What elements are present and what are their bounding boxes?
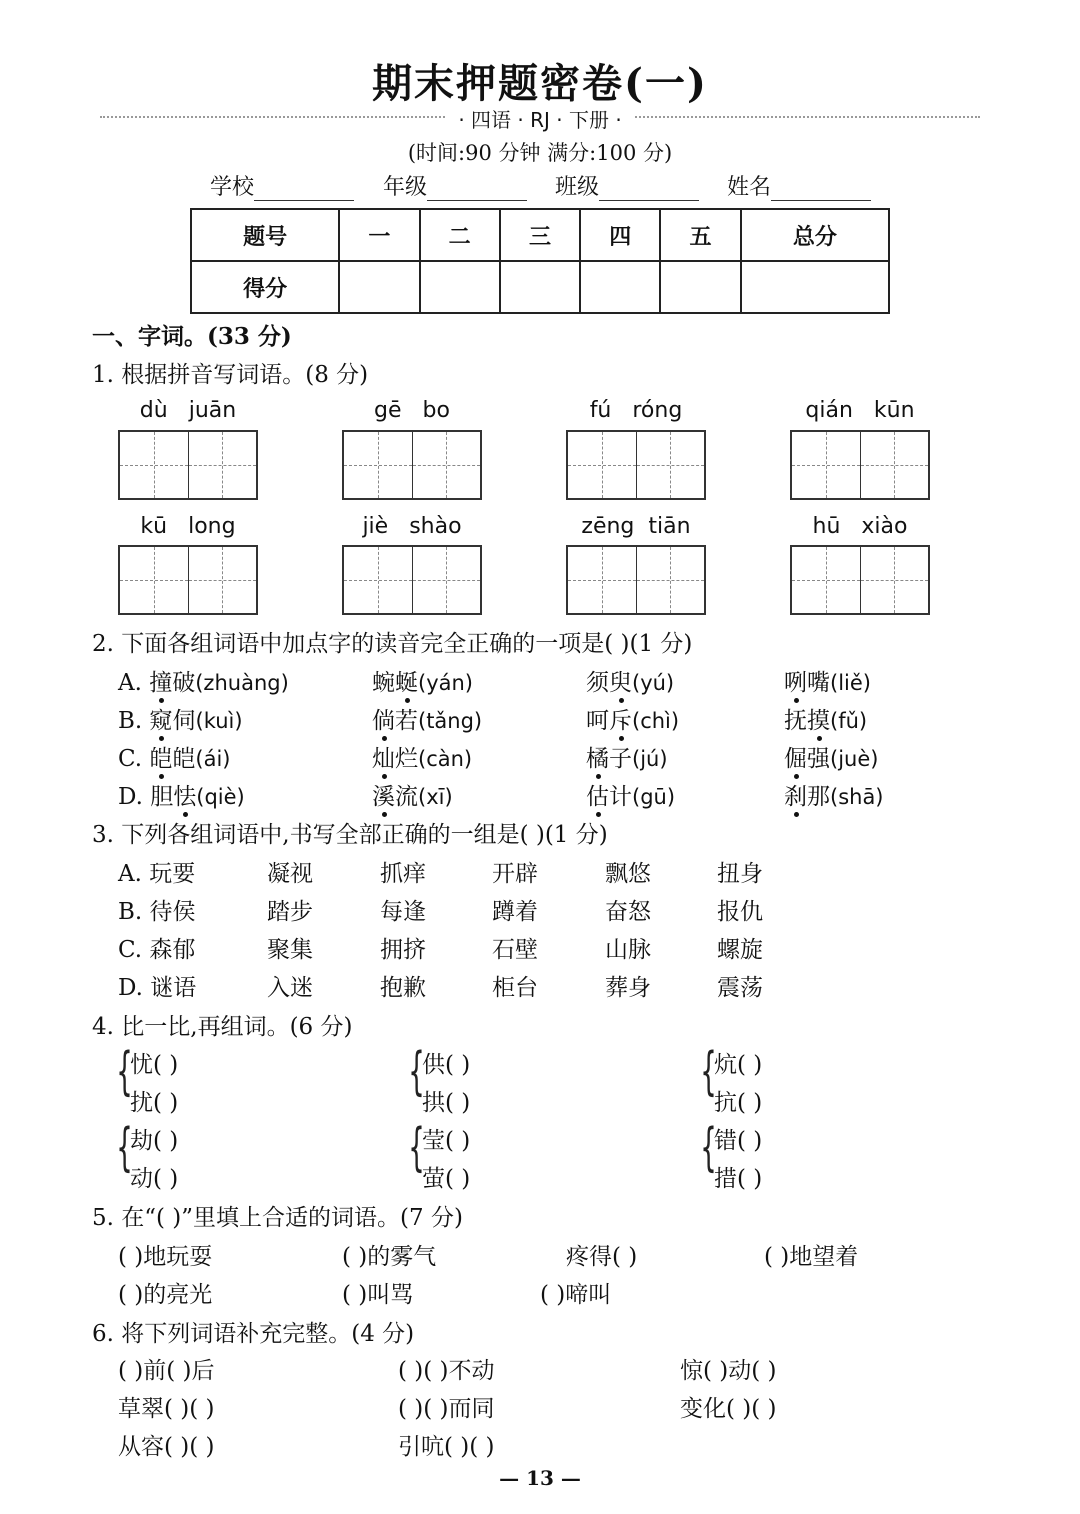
fill-blank[interactable]: ( )的亮光 (118, 1282, 213, 1308)
idiom-blank[interactable]: ( )( )不动 (398, 1358, 495, 1384)
option-a-3: 须臾(yú) (586, 670, 675, 696)
idiom-blank[interactable]: 草翠( )( ) (118, 1396, 215, 1422)
fill-blank[interactable]: ( )的雾气 (342, 1244, 437, 1270)
brace-icon: { (408, 1118, 425, 1178)
score-cell[interactable] (580, 261, 660, 313)
q3-word: 山脉 (605, 937, 651, 963)
info-name-line[interactable] (771, 174, 871, 201)
option-d-1[interactable]: D. 胆怯(qiè) (118, 784, 245, 810)
score-header-cell: 三 (500, 209, 580, 261)
idiom-blank[interactable]: 从容( )( ) (118, 1434, 215, 1460)
writing-grid[interactable] (790, 545, 930, 615)
q3-word: 聚集 (267, 937, 313, 963)
info-name-label: 姓名 (727, 175, 772, 200)
question-3: 3. 下列各组词语中,书写全部正确的一组是( )(1 分) (92, 822, 608, 848)
compare-word[interactable]: 忧( ) (130, 1052, 179, 1078)
q3-option-d[interactable]: D. 谜语 (118, 975, 197, 1001)
compare-word[interactable]: 动( ) (130, 1166, 179, 1192)
writing-grid[interactable] (566, 430, 706, 500)
q3-option-b[interactable]: B. 待侯 (118, 899, 196, 925)
idiom-blank[interactable]: 变化( )( ) (680, 1396, 777, 1422)
fill-blank[interactable]: 疼得( ) (566, 1244, 638, 1270)
pinyin-label: dù juān (139, 398, 237, 423)
question-2: 2. 下面各组词语中加点字的读音完全正确的一项是( )(1 分) (92, 631, 693, 657)
compare-word[interactable]: 供( ) (422, 1052, 471, 1078)
option-c-2: 灿烂(càn) (372, 746, 473, 772)
score-header-cell: 五 (660, 209, 740, 261)
writing-grid[interactable] (342, 545, 482, 615)
info-school-label: 学校 (210, 175, 255, 200)
score-cell[interactable] (420, 261, 500, 313)
brace-icon: { (700, 1118, 717, 1178)
option-c-1[interactable]: C. 皑皑(ái) (118, 746, 231, 772)
info-class-label: 班级 (555, 175, 600, 200)
score-header-cell: 题号 (191, 209, 339, 261)
option-d-4: 刹那(shā) (784, 784, 884, 810)
info-grade-label: 年级 (383, 175, 428, 200)
idiom-blank[interactable]: 引吭( )( ) (398, 1434, 495, 1460)
compare-word[interactable]: 劫( ) (130, 1128, 179, 1154)
score-cell[interactable] (660, 261, 740, 313)
q3-word: 奋怒 (605, 899, 651, 925)
option-a-1[interactable]: A. 撞破(zhuàng) (118, 670, 289, 696)
brace-icon: { (408, 1042, 425, 1102)
q3-word: 每逢 (380, 899, 426, 925)
q3-word: 震荡 (717, 975, 763, 1001)
brace-icon: { (116, 1118, 133, 1178)
q3-word: 拥挤 (380, 937, 426, 963)
option-d-2: 溪流(xī) (372, 784, 453, 810)
question-1: 1. 根据拼音写词语。(8 分) (92, 362, 369, 388)
q3-option-a[interactable]: A. 玩要 (118, 861, 196, 887)
option-c-4: 倔强(juè) (784, 746, 879, 772)
pinyin-label: kū long (140, 514, 236, 539)
pinyin-label: hū xiào (812, 514, 908, 539)
info-class (555, 170, 699, 201)
writing-grid[interactable] (118, 430, 258, 500)
pinyin-label: jiè shào (362, 514, 462, 539)
q3-word: 螺旋 (717, 937, 763, 963)
q3-word: 扭身 (717, 861, 763, 887)
compare-word[interactable]: 扰( ) (130, 1090, 179, 1116)
pinyin-label: fú róng (589, 398, 683, 423)
score-header-cell: 四 (580, 209, 660, 261)
q3-word: 石壁 (492, 937, 538, 963)
q3-word: 开辟 (492, 861, 538, 887)
q3-word: 飘悠 (605, 861, 651, 887)
idiom-blank[interactable]: 惊( )动( ) (680, 1358, 777, 1384)
subtitle-text: · 四语 · RJ · 下册 · (446, 108, 633, 132)
page-title: 期末押题密卷(一) (372, 60, 708, 107)
q3-word: 蹲着 (492, 899, 538, 925)
question-5: 5. 在“( )”里填上合适的词语。(7 分) (92, 1205, 463, 1231)
score-table (190, 208, 890, 314)
brace-icon: { (116, 1042, 133, 1102)
idiom-blank[interactable]: ( )( )而同 (398, 1396, 495, 1422)
q3-word: 抱歉 (380, 975, 426, 1001)
score-cell[interactable] (500, 261, 580, 313)
score-header-cell: 一 (339, 209, 419, 261)
q3-word: 抓痒 (380, 861, 426, 887)
pinyin-label: gē bo (374, 398, 450, 423)
info-school-line[interactable] (254, 174, 354, 201)
compare-word[interactable]: 莹( ) (422, 1128, 471, 1154)
brace-icon: { (700, 1042, 717, 1102)
writing-grid[interactable] (118, 545, 258, 615)
pinyin-label: qián kūn (805, 398, 915, 423)
q3-word: 葬身 (605, 975, 651, 1001)
writing-grid[interactable] (566, 545, 706, 615)
info-name (727, 170, 871, 201)
score-header-cell: 二 (420, 209, 500, 261)
option-b-2: 倘若(tǎng) (372, 708, 483, 734)
subtitle (0, 104, 1080, 133)
compare-word[interactable]: 萤( ) (422, 1166, 471, 1192)
writing-grid[interactable] (342, 430, 482, 500)
info-school (210, 170, 354, 201)
option-c-3: 橘子(jú) (586, 746, 668, 772)
option-a-2: 蜿蜒(yán) (372, 670, 473, 696)
section-heading-text: 一、字词。(33 分) (92, 323, 292, 350)
writing-grid[interactable] (790, 430, 930, 500)
compare-word[interactable]: 抗( ) (714, 1090, 763, 1116)
score-header-cell: 总分 (741, 209, 889, 261)
time-info: (时间:90 分钟 满分:100 分) (407, 141, 673, 165)
option-a-4: 咧嘴(liě) (784, 670, 871, 696)
score-table-score-row (191, 261, 889, 313)
pinyin-label: zēng tiān (581, 514, 691, 539)
option-b-3: 呵斥(chì) (586, 708, 680, 734)
option-b-1[interactable]: B. 窥伺(kuì) (118, 708, 243, 734)
question-6: 6. 将下列词语补充完整。(4 分) (92, 1321, 415, 1347)
fill-blank[interactable]: ( )地望着 (764, 1244, 859, 1270)
q3-word: 踏步 (267, 899, 313, 925)
page-number: — 13 — (499, 1466, 581, 1490)
q3-option-c[interactable]: C. 森郁 (118, 937, 196, 963)
q3-word: 入迷 (267, 975, 313, 1001)
idiom-blank[interactable]: ( )前( )后 (118, 1358, 215, 1384)
option-d-3: 估计(gū) (586, 784, 676, 810)
compare-word[interactable]: 拱( ) (422, 1090, 471, 1116)
question-4: 4. 比一比,再组词。(6 分) (92, 1014, 353, 1040)
score-row-label: 得分 (191, 261, 339, 313)
compare-word[interactable]: 炕( ) (714, 1052, 763, 1078)
fill-blank[interactable]: ( )叫骂 (342, 1282, 414, 1308)
section-heading (92, 318, 292, 351)
score-table-header-row (191, 209, 889, 261)
info-class-line[interactable] (599, 174, 699, 201)
fill-blank[interactable]: ( )地玩耍 (118, 1244, 213, 1270)
compare-word[interactable]: 错( ) (714, 1128, 763, 1154)
q3-word: 凝视 (267, 861, 313, 887)
info-grade (383, 170, 527, 201)
q3-word: 柜台 (492, 975, 538, 1001)
fill-blank[interactable]: ( )啼叫 (540, 1282, 612, 1308)
info-grade-line[interactable] (427, 174, 527, 201)
score-cell[interactable] (741, 261, 889, 313)
compare-word[interactable]: 措( ) (714, 1166, 763, 1192)
option-b-4: 抚摸(fǔ) (784, 708, 868, 734)
score-cell[interactable] (339, 261, 419, 313)
q3-word: 报仇 (717, 899, 763, 925)
